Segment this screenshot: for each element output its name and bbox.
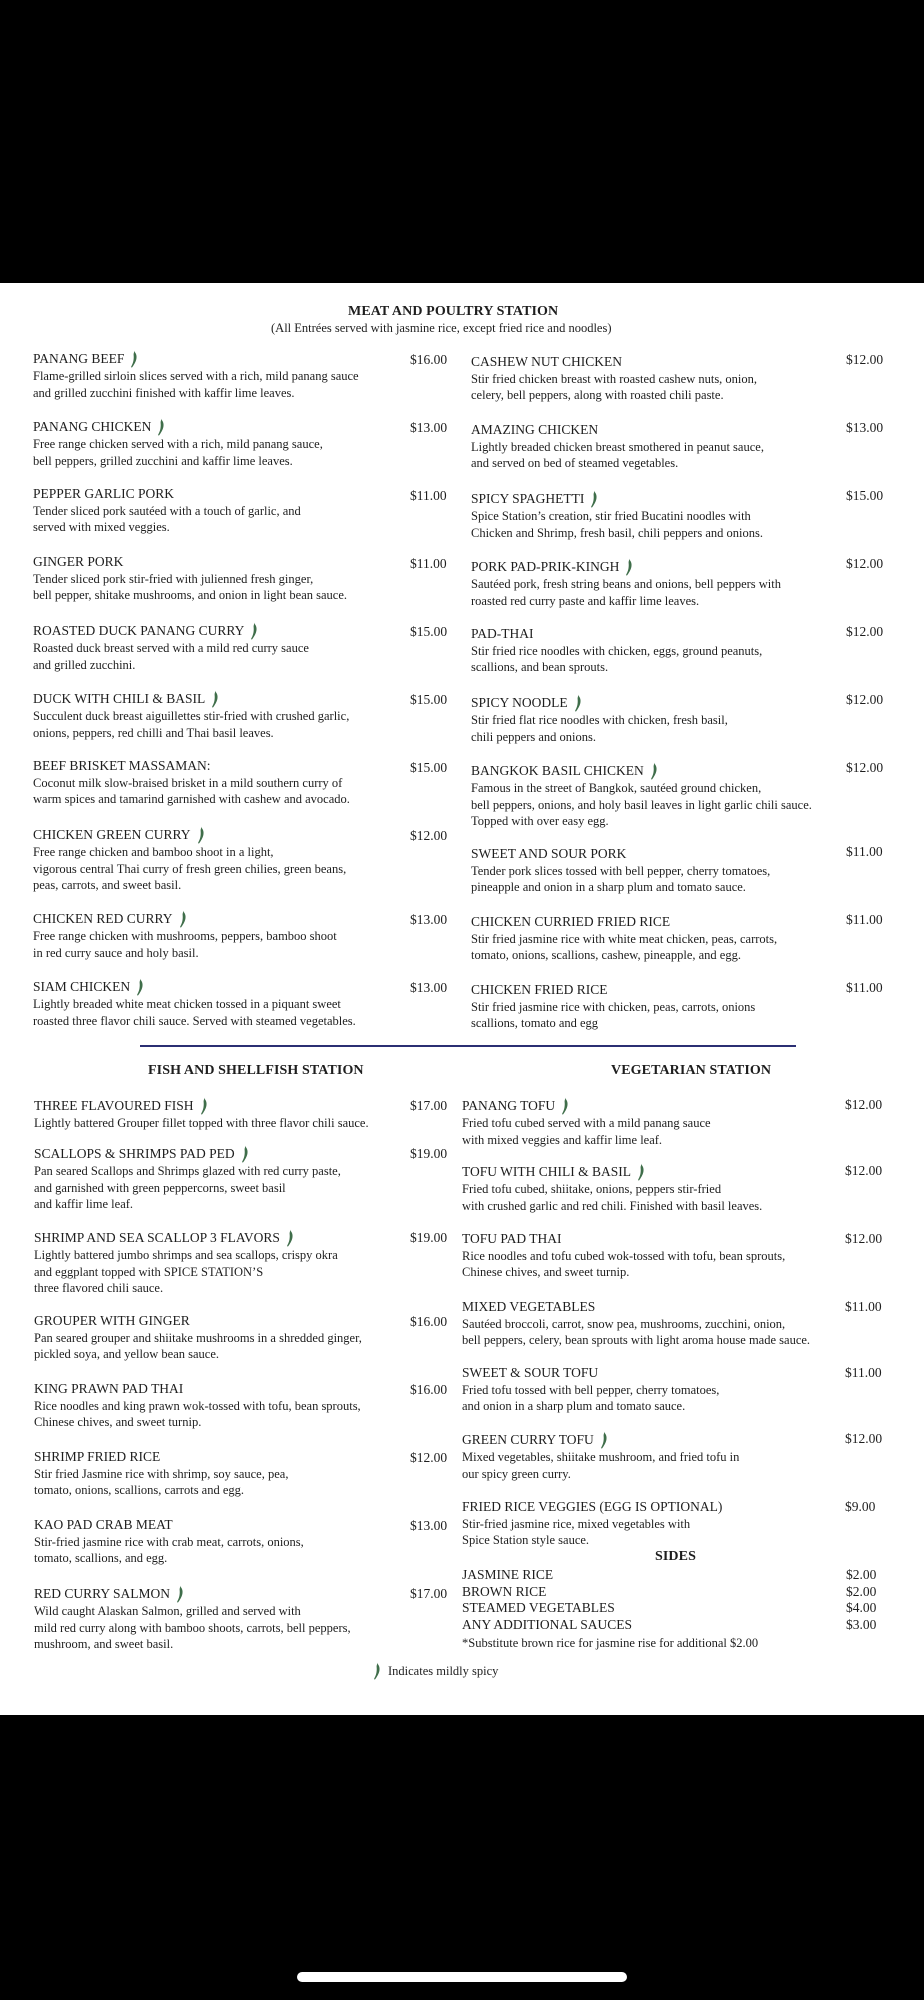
item-price: $11.00: [845, 1365, 882, 1380]
item-name: [34, 1449, 288, 1466]
menu-item: [462, 1365, 719, 1415]
item-price: $11.00: [846, 844, 883, 859]
item-name: [33, 350, 359, 368]
item-name: [462, 1097, 711, 1115]
item-description: Stir fried jasmine rice with chicken, peas, carrots, onions scallions, tomato and egg: [471, 999, 756, 1030]
item-description: Stir fried flat rice noodles with chicken, fresh basil, chili peppers and onions.: [471, 713, 728, 744]
item-price: $12.00: [845, 1231, 883, 1246]
chili-icon: [561, 1097, 570, 1115]
item-name-text: DUCK WITH CHILI & BASIL: [33, 690, 206, 706]
chili-icon: [176, 1585, 185, 1603]
item-price: $19.00: [410, 1230, 448, 1245]
item-name: [33, 826, 346, 844]
item-name: [33, 910, 337, 928]
item-name-text: PORK PAD-PRIK-KINGH: [471, 558, 620, 574]
item-price: $17.00: [410, 1586, 448, 1601]
side-item-price: $2.00: [846, 1584, 877, 1599]
item-description: Pan seared Scallops and Shrimps glazed with red curry paste, and garnished with green peppercorns, sweet basil and kaffir lime leaf.: [34, 1164, 341, 1211]
item-name-text: AMAZING CHICKEN: [471, 422, 599, 437]
item-description: Succulent duck breast aiguillettes stir-fried with crushed garlic, onions, peppers, red chilli and Thai basil leaves.: [33, 709, 350, 740]
chili-icon: [600, 1431, 609, 1449]
chili-icon: [250, 622, 259, 640]
menu-item: [33, 758, 350, 808]
item-description: Sautéed broccoli, carrot, snow pea, mushrooms, zucchini, onion, bell peppers, celery, bean sprouts with light aroma house made sauce.: [462, 1316, 811, 1347]
chili-icon: [200, 1097, 209, 1115]
menu-item: [471, 846, 770, 896]
item-name: [34, 1585, 351, 1603]
item-name: [462, 1365, 719, 1382]
menu-item: [33, 486, 301, 536]
menu-item: [471, 422, 764, 472]
chili-icon: [625, 558, 634, 576]
item-name: [462, 1299, 810, 1316]
section-divider: [140, 1045, 796, 1047]
item-price: $12.00: [846, 624, 884, 639]
item-price: $15.00: [846, 488, 884, 503]
chili-icon: [179, 910, 188, 928]
menu-item: [34, 1381, 361, 1431]
item-description: Lightly battered Grouper fillet topped with three flavor chili sauce.: [34, 1116, 369, 1130]
item-name-text: TOFU PAD THAI: [462, 1231, 562, 1246]
item-price: $12.00: [846, 352, 884, 367]
item-name-text: KING PRAWN PAD THAI: [34, 1381, 184, 1396]
item-price: $11.00: [846, 980, 883, 995]
item-name-text: CHICKEN CURRIED FRIED RICE: [471, 914, 671, 929]
fish-station-title: FISH AND SHELLFISH STATION: [148, 1063, 364, 1078]
item-name: [34, 1313, 362, 1330]
menu-item: [462, 1097, 711, 1148]
item-price: $12.00: [410, 828, 448, 843]
menu-item: [462, 1231, 785, 1281]
item-name: [33, 622, 309, 640]
item-name-text: PANANG BEEF: [33, 350, 125, 366]
menu-item: [34, 1449, 288, 1499]
side-item-name: JASMINE RICE: [462, 1567, 554, 1582]
item-name: [471, 626, 762, 643]
sides-title: SIDES: [655, 1549, 696, 1564]
sides-note: *Substitute brown rice for jasmine rise for additional $2.00: [462, 1636, 759, 1650]
item-name-text: GREEN CURRY TOFU: [462, 1431, 594, 1447]
menu-item: [33, 910, 337, 961]
item-description: Coconut milk slow-braised brisket in a mild southern curry of warm spices and tamarind garnished with cashew and avocado.: [33, 775, 350, 806]
item-price: $9.00: [845, 1499, 876, 1514]
item-price: $13.00: [410, 420, 448, 435]
chili-icon: [650, 762, 659, 780]
menu-item: [462, 1163, 762, 1214]
item-price: $15.00: [410, 692, 448, 707]
item-name-text: THREE FLAVOURED FISH: [34, 1097, 194, 1113]
item-name: [33, 486, 301, 503]
item-description: Pan seared grouper and shiitake mushrooms in a shredded ginger, pickled soya, and yellow bean sauce.: [34, 1330, 362, 1361]
menu-item: [471, 914, 777, 964]
legend-text: Indicates mildly spicy: [388, 1663, 499, 1678]
item-price: $12.00: [845, 1431, 883, 1446]
item-price: $17.00: [410, 1098, 448, 1113]
item-name-text: CHICKEN GREEN CURRY: [33, 826, 191, 842]
item-price: $11.00: [846, 912, 883, 927]
item-price: $15.00: [410, 760, 448, 775]
item-name-text: GROUPER WITH GINGER: [34, 1313, 190, 1328]
item-description: Lightly breaded white meat chicken tossed in a piquant sweet roasted three flavor chili sauce. Served with steamed vegetables.: [33, 997, 356, 1028]
item-description: Fried tofu cubed served with a mild panang sauce with mixed veggies and kaffir lime leaf.: [462, 1116, 711, 1147]
item-description: Free range chicken and bamboo shoot in a light, vigorous central Thai curry of fresh green chilies, green beans, peas, carrots, and sweet basil.: [33, 845, 347, 892]
item-name: [33, 758, 350, 775]
menu-item: [471, 762, 812, 830]
menu-item: [33, 826, 346, 894]
item-description: Stir fried rice noodles with chicken, eggs, ground peanuts, scallions, and bean sprouts.: [471, 643, 763, 674]
chili-icon: [136, 978, 145, 996]
item-name-text: CASHEW NUT CHICKEN: [471, 354, 623, 369]
chili-icon: [157, 418, 166, 436]
menu-item: [33, 418, 323, 469]
menu-item: [34, 1313, 362, 1363]
menu-item: [471, 626, 762, 676]
item-name: [33, 690, 349, 708]
item-price: $12.00: [410, 1450, 448, 1465]
item-name: [471, 846, 770, 863]
chili-icon: [197, 826, 206, 844]
item-description: Stir fried Jasmine rice with shrimp, soy sauce, pea, tomato, onions, scallions, carrots and egg.: [34, 1466, 289, 1497]
item-price: $12.00: [846, 556, 884, 571]
item-description: Free range chicken with mushrooms, peppers, bamboo shoot in red curry sauce and holy basil.: [33, 929, 337, 960]
menu-item: [34, 1517, 304, 1567]
item-description: Mixed vegetables, shiitake mushroom, and fried tofu in our spicy green curry.: [462, 1450, 740, 1481]
item-price: $13.00: [410, 912, 448, 927]
item-name-text: GINGER PORK: [33, 554, 124, 569]
item-name-text: FRIED RICE VEGGIES (EGG IS OPTIONAL): [462, 1499, 723, 1514]
chili-icon: [286, 1229, 295, 1247]
item-description: Stir-fried jasmine rice with crab meat, carrots, onions, tomato, scallions, and egg.: [34, 1534, 304, 1565]
menu-item: [462, 1499, 722, 1549]
item-name-text: SWEET & SOUR TOFU: [462, 1365, 599, 1380]
item-price: $12.00: [846, 760, 884, 775]
item-description: Rice noodles and king prawn wok-tossed with tofu, bean sprouts, Chinese chives, and sweet turnip.: [34, 1398, 361, 1429]
item-name-text: TOFU WITH CHILI & BASIL: [462, 1163, 631, 1179]
item-price: $19.00: [410, 1146, 448, 1161]
item-description: Tender sliced pork stir-fried with julienned fresh ginger, bell pepper, shitake mushrooms, and onion in light bean sauce.: [33, 571, 348, 602]
item-price: $13.00: [410, 980, 448, 995]
item-price: $12.00: [845, 1097, 883, 1112]
menu-item: [33, 978, 356, 1029]
item-name: [471, 558, 781, 576]
item-name-text: MIXED VEGETABLES: [462, 1299, 596, 1314]
item-name-text: PANANG TOFU: [462, 1097, 556, 1113]
item-description: Famous in the street of Bangkok, sautéed ground chicken, bell peppers, onions, and holy basil leaves in light garlic chili sauce. Topped with over easy egg.: [471, 781, 812, 828]
item-name-text: PEPPER GARLIC PORK: [33, 486, 175, 501]
item-name-text: SHRIMP AND SEA SCALLOP 3 FLAVORS: [34, 1229, 280, 1245]
item-name: [34, 1517, 304, 1534]
item-name: [471, 982, 755, 999]
side-item-name: ANY ADDITIONAL SAUCES: [462, 1617, 632, 1632]
item-description: Lightly battered jumbo shrimps and sea scallops, crispy okra and eggplant topped with SPICE STATION’S three flavored chili sauce.: [34, 1248, 338, 1295]
item-name: [462, 1163, 762, 1181]
item-price: $16.00: [410, 1382, 448, 1397]
item-description: Spice Station’s creation, stir fried Bucatini noodles with Chicken and Shrimp, fresh basil, chili peppers and onions.: [471, 509, 763, 540]
menu-item: [471, 694, 728, 745]
item-description: Stir fried chicken breast with roasted cashew nuts, onion, celery, bell peppers, along with roasted chili paste.: [471, 371, 758, 402]
item-name: [471, 914, 777, 931]
item-description: Lightly breaded chicken breast smothered in peanut sauce, and served on bed of steamed vegetables.: [471, 439, 764, 470]
item-description: Fried tofu tossed with bell pepper, cherry tomatoes, and onion in a sharp plum and tomato sauce.: [462, 1382, 720, 1413]
item-price: $12.00: [845, 1163, 883, 1178]
meat-station-title: MEAT AND POULTRY STATION: [348, 304, 559, 319]
item-name-text: SIAM CHICKEN: [33, 978, 131, 994]
menu-item: [471, 982, 755, 1032]
item-name: [33, 978, 356, 996]
item-name: [33, 418, 323, 436]
item-name: [33, 554, 347, 571]
menu-item: [462, 1299, 810, 1349]
home-indicator[interactable]: [297, 1972, 627, 1982]
chili-icon: [574, 694, 583, 712]
chili-icon: [373, 1662, 382, 1680]
item-name-text: ROASTED DUCK PANANG CURRY: [33, 622, 245, 638]
item-description: Stir-fried jasmine rice, mixed vegetables with Spice Station style sauce.: [462, 1516, 691, 1547]
item-price: $16.00: [410, 352, 448, 367]
item-name-text: CHICKEN RED CURRY: [33, 910, 173, 926]
item-description: Rice noodles and tofu cubed wok-tossed with tofu, bean sprouts, Chinese chives, and sweet turnip.: [462, 1248, 786, 1279]
menu-item: [471, 490, 763, 541]
item-name: [34, 1381, 361, 1398]
item-name: [462, 1231, 785, 1248]
item-name-text: PANANG CHICKEN: [33, 418, 152, 434]
item-name-text: BEEF BRISKET MASSAMAN:: [33, 758, 211, 773]
item-price: $11.00: [845, 1299, 882, 1314]
chili-icon: [637, 1163, 646, 1181]
item-name-text: SWEET AND SOUR PORK: [471, 846, 627, 861]
item-description: Roasted duck breast served with a mild red curry sauce and grilled zucchini.: [33, 641, 309, 672]
item-name: [471, 694, 728, 712]
item-name: [471, 762, 812, 780]
side-item-price: $4.00: [846, 1600, 877, 1615]
item-price: $16.00: [410, 1314, 448, 1329]
item-description: Free range chicken served with a rich, mild panang sauce, bell peppers, grilled zucchini and kaffir lime leaves.: [33, 437, 323, 468]
item-price: $11.00: [410, 488, 447, 503]
item-name-text: SPICY SPAGHETTI: [471, 490, 585, 506]
item-name-text: SCALLOPS & SHRIMPS PAD PED: [34, 1145, 235, 1161]
item-name-text: SPICY NOODLE: [471, 694, 568, 710]
item-name: [471, 354, 757, 371]
item-description: Wild caught Alaskan Salmon, grilled and served with mild red curry along with bamboo shoots, carrots, bell peppers, mushroom, and sweet basil.: [34, 1604, 351, 1651]
chili-icon: [211, 690, 220, 708]
item-name-text: SHRIMP FRIED RICE: [34, 1449, 161, 1464]
item-name-text: RED CURRY SALMON: [34, 1585, 171, 1601]
item-description: Fried tofu cubed, shiitake, onions, peppers stir-fried with crushed garlic and red chili. Finished with basil leaves.: [462, 1182, 763, 1213]
menu-item: [33, 622, 309, 673]
meat-station-subtitle: (All Entrées served with jasmine rice, except fried rice and noodles): [271, 321, 612, 335]
item-price: $13.00: [846, 420, 884, 435]
side-item-price: $2.00: [846, 1567, 877, 1582]
menu-item: [34, 1585, 351, 1653]
menu-item: [471, 558, 781, 609]
item-name: [462, 1499, 722, 1516]
item-description: Sautéed pork, fresh string beans and onions, bell peppers with roasted red curry paste and kaffir lime leaves.: [471, 577, 782, 608]
menu-item: [33, 350, 359, 401]
chili-icon: [241, 1145, 250, 1163]
item-price: $11.00: [410, 556, 447, 571]
item-name-text: CHICKEN FRIED RICE: [471, 982, 608, 997]
item-name-text: BANGKOK BASIL CHICKEN: [471, 762, 644, 778]
chili-icon: [590, 490, 599, 508]
chili-icon: [130, 350, 139, 368]
menu-item: [34, 1229, 338, 1297]
side-item-name: STEAMED VEGETABLES: [462, 1600, 615, 1615]
vegetarian-station-title: VEGETARIAN STATION: [611, 1063, 772, 1078]
item-price: $15.00: [410, 624, 448, 639]
menu-item: [34, 1145, 341, 1213]
item-price: $13.00: [410, 1518, 448, 1533]
item-name: [34, 1145, 341, 1163]
menu-item: [33, 690, 349, 741]
item-description: Tender pork slices tossed with bell pepper, cherry tomatoes, pineapple and onion in a sharp plum and tomato sauce.: [471, 863, 771, 894]
spicy-legend: [373, 1662, 498, 1680]
item-description: Stir fried jasmine rice with white meat chicken, peas, carrots, tomato, onions, scallions, cashew, pineapple, and egg.: [471, 931, 778, 962]
menu-item: [471, 354, 757, 404]
item-price: $12.00: [846, 692, 884, 707]
side-item-name: BROWN RICE: [462, 1584, 547, 1599]
menu-item: [462, 1431, 739, 1482]
item-name-text: PAD-THAI: [471, 626, 534, 641]
item-name: [471, 490, 763, 508]
item-name: [471, 422, 764, 439]
item-name: [34, 1097, 369, 1115]
side-item-price: $3.00: [846, 1617, 877, 1632]
item-name: [462, 1431, 739, 1449]
item-description: Tender sliced pork sautéed with a touch of garlic, and served with mixed veggies.: [33, 503, 301, 534]
menu-item: [33, 554, 347, 604]
menu-item: [34, 1097, 369, 1132]
item-name: [34, 1229, 338, 1247]
item-description: Flame-grilled sirloin slices served with a rich, mild panang sauce and grilled zucchini finished with kaffir lime leaves.: [33, 369, 359, 400]
item-name-text: KAO PAD CRAB MEAT: [34, 1517, 173, 1532]
